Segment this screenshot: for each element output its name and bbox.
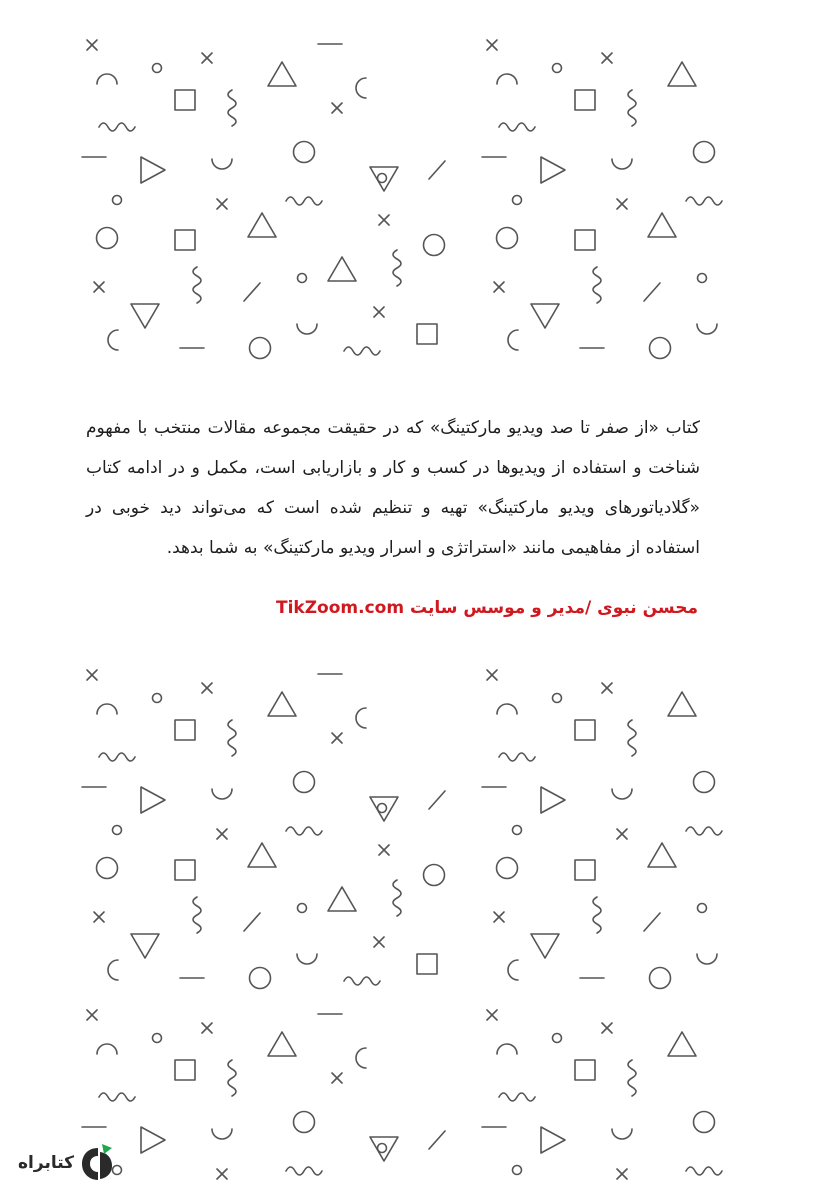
body-paragraph: کتاب «از صفر تا صد ویدیو مارکتینگ» که در حقیقت مجموعه مقالات منتخب با مفهوم شناخت و استفاده از ویدیوها در کسب و کار و بازاریابی است، مکمل و در ادامه کتاب «گلادیاتورهای ویدیو مارکتینگ» تهیه و تنظیم شده است که می‌تواند دید خوبی در استفاده از مفاهیمی مانند «استراتژی و اسرار ویدیو مارکتینگ» به شما بدهد.: [86, 418, 700, 558]
doodle-pattern-icon: [0, 660, 840, 1190]
doodle-pattern-icon: [0, 30, 840, 370]
decorative-pattern-top: [0, 30, 840, 370]
ketabrah-logo-icon: [78, 1142, 118, 1184]
decorative-pattern-bottom: [0, 660, 840, 1190]
logo-text: کتابراه: [18, 1153, 75, 1173]
ketabrah-logo[interactable]: [18, 1138, 130, 1188]
intro-text: [86, 408, 700, 568]
author-signature: محسن نبوی /مدیر و موسس سایت TikZoom.com: [275, 598, 698, 618]
